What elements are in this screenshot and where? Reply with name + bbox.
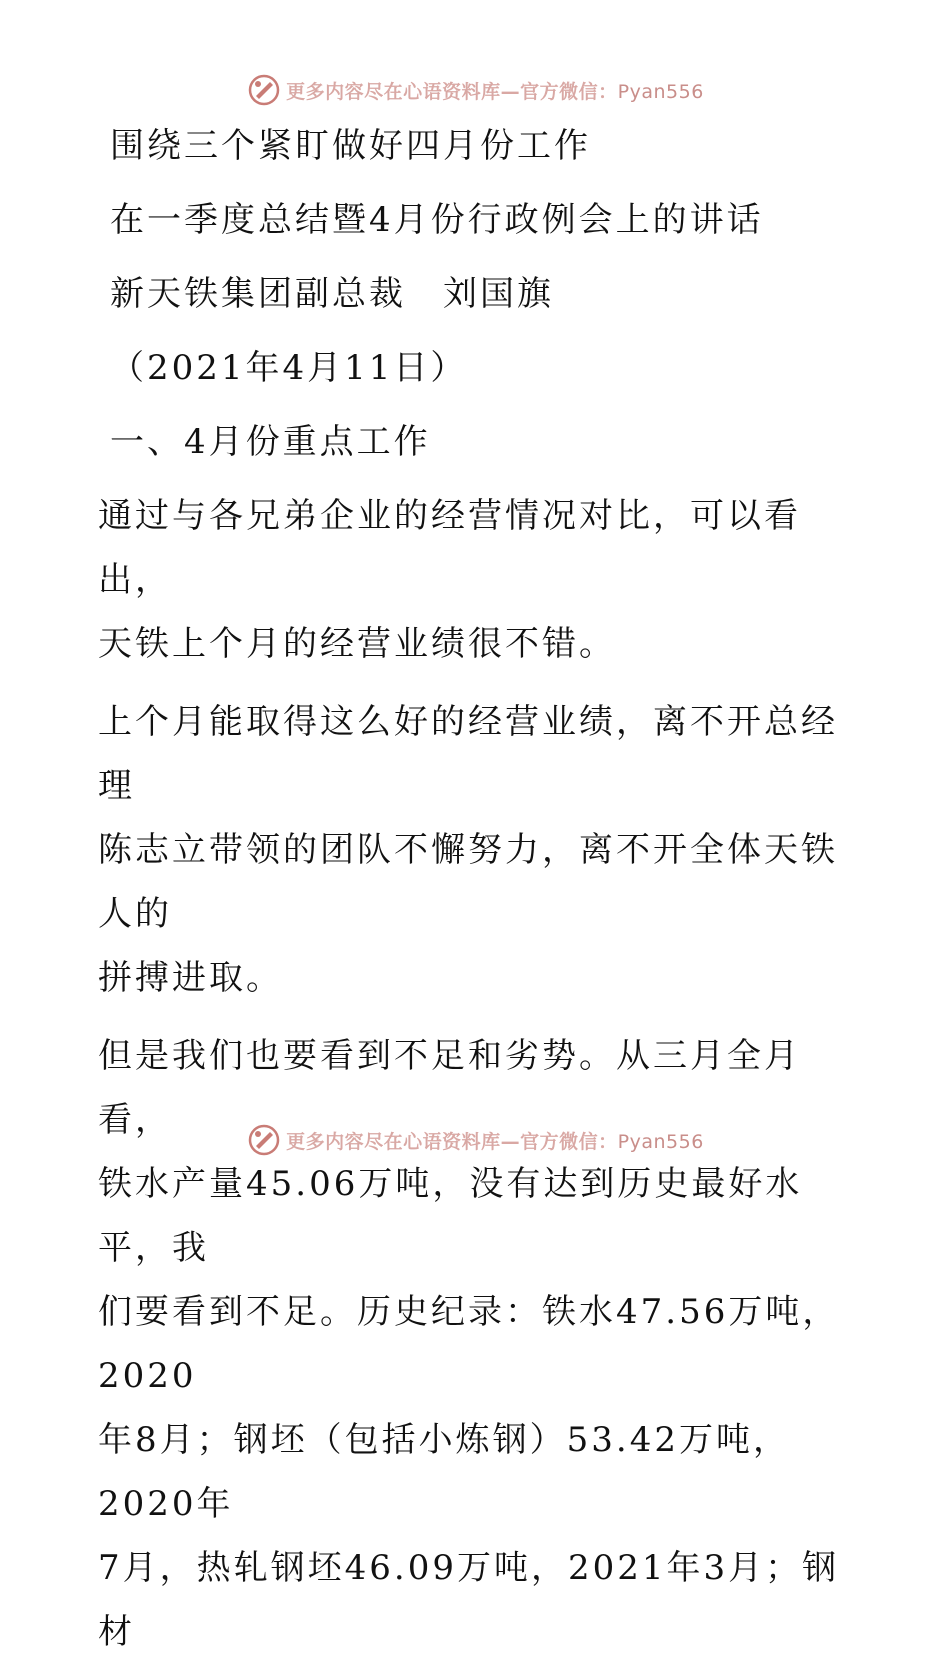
date-line: （2021年4月11日） bbox=[110, 348, 468, 388]
paragraph-2: 上个月能取得这么好的经营业绩，离不开总经理 陈志立带领的团队不懈努力，离不开全体天铁人的 拼搏进取。 bbox=[98, 702, 838, 998]
paragraph-3: 但是我们也要看到不足和劣势。从三月全月看， 铁水产量45.06万吨，没有达到历史最好水平，我 们要看到不足。历史纪录：铁水47.56万吨，2020 年8月；钢坯（包括小炼钢）53.42万吨，2020年 7月，热轧钢坯46.09万吨，2021年3月；钢材 bbox=[98, 1036, 840, 1652]
document-subtitle: 在一季度总结暨4月份行政例会上的讲话 bbox=[110, 200, 764, 240]
watermark-logo-icon bbox=[246, 1122, 282, 1158]
watermark-label: 更多内容尽在心语资料库—官方微信： bbox=[286, 80, 618, 103]
document-title: 围绕三个紧盯做好四月份工作 bbox=[110, 126, 591, 166]
watermark-handle: Pyan556 bbox=[617, 80, 704, 103]
watermark-label: 更多内容尽在心语资料库—官方微信： bbox=[286, 1130, 618, 1153]
watermark-text bbox=[286, 1127, 704, 1154]
document-body bbox=[98, 118, 858, 1664]
watermark-footer bbox=[0, 1120, 950, 1160]
watermark-logo-icon bbox=[246, 72, 282, 108]
watermark-header bbox=[0, 70, 950, 110]
watermark-text bbox=[286, 77, 704, 104]
speaker-line: 新天铁集团副总裁 刘国旗 bbox=[110, 274, 554, 314]
watermark-handle: Pyan556 bbox=[617, 1130, 704, 1153]
section-heading: 一、4月份重点工作 bbox=[110, 422, 431, 462]
paragraph-1: 通过与各兄弟企业的经营情况对比，可以看出， 天铁上个月的经营业绩很不错。 bbox=[98, 496, 801, 664]
